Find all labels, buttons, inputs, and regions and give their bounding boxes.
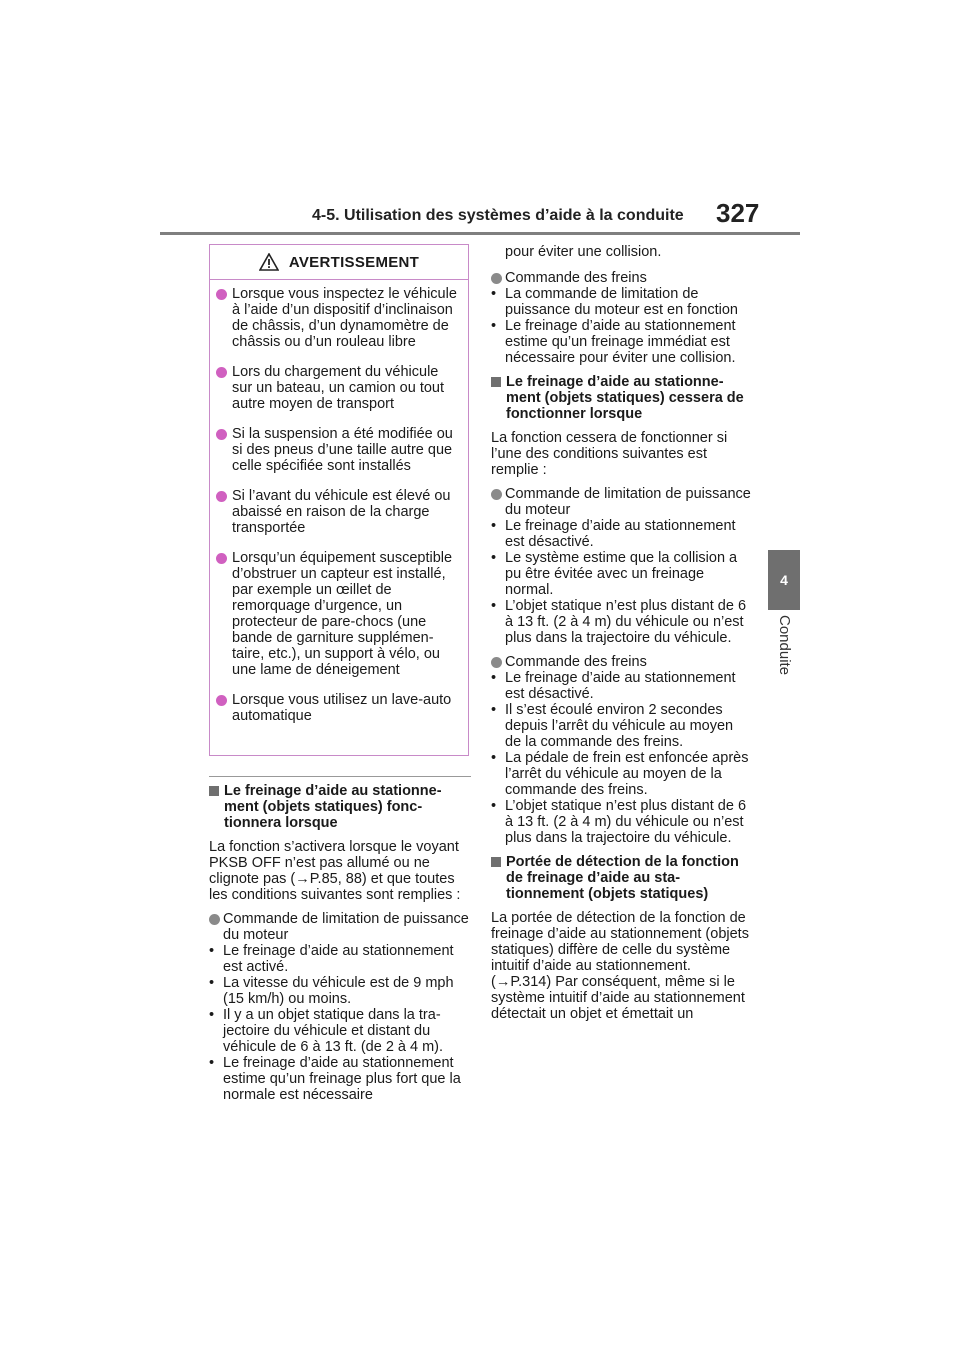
- list-item: • L’objet statique n’est plus distant de 6 à 13 ft. (2 à 4 m) du véhicule ou n’est plus dans la trajectoire du véhicule.: [491, 798, 747, 846]
- chapter-tab: [768, 550, 800, 610]
- group-label: Commande de limitation de puissance du moteur: [209, 911, 471, 943]
- paragraph: La fonction s’activera lorsque le voyant PKSB OFF n’est pas allumé ou ne clignote pas (→P.85, 88) et que toutes les conditions suivantes sont remplies :: [209, 839, 461, 903]
- bullet-dot-icon: [216, 695, 227, 706]
- warning-box: [209, 244, 469, 756]
- group-label: Commande de limitation de puissance du moteur: [491, 486, 753, 518]
- left-column: [209, 776, 471, 1111]
- bullet-dot-icon: [491, 657, 502, 668]
- chapter-number: 4: [780, 572, 788, 588]
- condition-group: [491, 486, 753, 646]
- bullet-dot-icon: [491, 489, 502, 500]
- square-bullet-icon: [209, 786, 219, 796]
- list-item: • La commande de limitation de puissance du moteur est en fonction: [491, 286, 738, 318]
- list-item: • L’objet statique n’est plus distant de 6 à 13 ft. (2 à 4 m) du véhicule ou n’est plus dans la trajectoire du véhicule.: [491, 598, 747, 646]
- list-item: • La vitesse du véhicule est de 9 mph (15 km/h) ou moins.: [209, 975, 454, 1007]
- list-item: • Il y a un objet statique dans la trajectoire du véhicule et distant du véhicule de 6 à 13 ft. (de 2 à 4 m).: [209, 1007, 444, 1055]
- warning-item: Si l’avant du véhicule est élevé ou abaissé en raison de la charge transportée: [216, 488, 458, 536]
- square-bullet-icon: [491, 377, 501, 387]
- group-label: Commande des freins: [491, 654, 753, 670]
- section-heading: Portée de détection de la fonction de freinage d’aide au stationnement (objets statiques): [491, 854, 753, 902]
- warning-item: Lorsque vous inspectez le véhicule à l’aide d’un dispositif d’inclinaison de châssis, d’un dynamomètre de châssis ou d’un rouleau libre: [216, 286, 458, 350]
- warning-header: [210, 245, 468, 280]
- group-label: Commande des freins: [491, 270, 753, 286]
- chapter-label: Conduite: [776, 615, 793, 676]
- bullet-dot-icon: [491, 273, 502, 284]
- warning-item: Si la suspension a été modifiée ou si des pneus d’une taille autre que celle spécifiée sont installés: [216, 426, 458, 474]
- right-column: [491, 244, 753, 1030]
- bullet-dot-icon: [209, 914, 220, 925]
- condition-group: [491, 654, 753, 846]
- section-heading: Le freinage d’aide au stationnement (objets statiques) cessera de fonctionner lorsque: [491, 374, 753, 422]
- bullet-dot-icon: [216, 367, 227, 378]
- condition-group: [491, 270, 753, 366]
- warning-item: Lorsqu’un équipement susceptible d’obstruer un capteur est installé, par exemple un œillet de remorquage d’urgence, un protecteur de pare-chocs (une bande de garniture supplémentaire, etc.), un support à vélo, ou une lame de déneigement: [216, 550, 458, 678]
- list-item: • Le freinage d’aide au stationnement est désactivé.: [491, 670, 736, 702]
- warning-item: Lors du chargement du véhicule sur un bateau, un camion ou tout autre moyen de transport: [216, 364, 458, 412]
- paragraph: La portée de détection de la fonction de freinage d’aide au stationnement (objets statiques) diffère de celle du système intuitif d’aide au stationnement. (→P.314) Par conséquent, même si le système intuitif d’aide au stationnement détectait un objet et émettait un: [491, 910, 749, 1022]
- list-item: • Le freinage d’aide au stationnement est désactivé.: [491, 518, 736, 550]
- section-divider: [209, 776, 471, 777]
- bullet-dot-icon: [216, 553, 227, 564]
- list-item: • Il s’est écoulé environ 2 secondes depuis l’arrêt du véhicule au moyen de la commande des freins.: [491, 702, 734, 750]
- header-divider: [160, 232, 800, 235]
- square-bullet-icon: [491, 857, 501, 867]
- list-item: • Le freinage d’aide au stationnement estime qu’un freinage immédiat est nécessaire pour éviter une collision.: [491, 318, 736, 366]
- page-number: 327: [716, 198, 760, 228]
- warning-title: AVERTISSEMENT: [288, 253, 420, 271]
- warning-list: [210, 280, 468, 724]
- list-item: • Le freinage d’aide au stationnement est activé.: [209, 943, 454, 975]
- bullet-dot-icon: [216, 289, 227, 300]
- bullet-dot-icon: [216, 429, 227, 440]
- list-item: • La pédale de frein est enfoncée après l’arrêt du véhicule au moyen de la commande des freins.: [491, 750, 749, 798]
- section-heading: Le freinage d’aide au stationnement (objets statiques) fonctionnera lorsque: [209, 783, 471, 831]
- continued-text: pour éviter une collision.: [505, 244, 662, 260]
- condition-group: [209, 911, 471, 1103]
- warning-item: Lorsque vous utilisez un lave-auto automatique: [216, 692, 458, 724]
- bullet-dot-icon: [216, 491, 227, 502]
- paragraph: La fonction cessera de fonctionner si l’une des conditions suivantes est remplie :: [491, 430, 728, 478]
- list-item: • Le système estime que la collision a pu être évitée avec un freinage normal.: [491, 550, 738, 598]
- section-title: 4-5. Utilisation des systèmes d’aide à la conduite: [312, 207, 684, 224]
- list-item: • Le freinage d’aide au stationnement estime qu’un freinage plus fort que la normale est nécessaire: [209, 1055, 461, 1103]
- warning-triangle-icon: [259, 253, 279, 271]
